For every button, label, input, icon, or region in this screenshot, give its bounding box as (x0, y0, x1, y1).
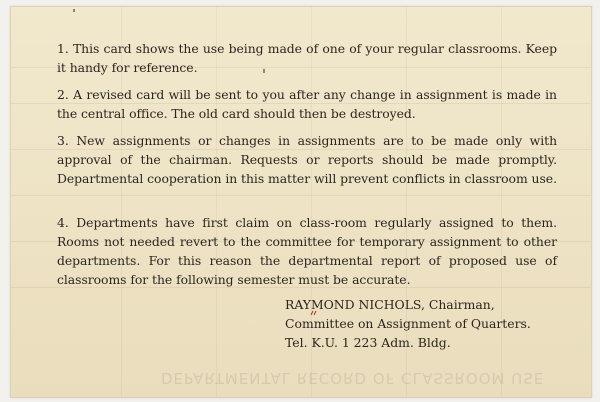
stray-tick-mark (73, 9, 75, 12)
instruction-paragraph-1: 1. This card shows the use being made of one of your regular classrooms. Keep it handy for reference. (57, 41, 557, 75)
instruction-paragraph-3: 3. New assignments or changes in assignments are to be made only with approval of the chairman. Requests or reports should be made promptly. Departmental cooperation in this matter will prevent conflicts in classroom use. (57, 133, 557, 186)
signature-address: Tel. K.U. 1 223 Adm. Bldg. (285, 335, 451, 350)
instruction-paragraph-2: 2. A revised card will be sent to you after any change in assignment is made in the central office. The old card should then be destroyed. (57, 87, 557, 121)
instruction-card (10, 6, 592, 398)
reverse-bleed-text: DEPARTMENTAL RECORD OF CLASSROOM USE (161, 369, 545, 387)
signature-name: RAYMOND NICHOLS, Chairman, (285, 297, 495, 312)
red-ink-mark (310, 310, 318, 316)
signature-committee: Committee on Assignment of Quarters. (285, 316, 531, 331)
instruction-paragraph-4: 4. Departments have first claim on class-room regularly assigned to them. Rooms not needed revert to the committee for temporary assignment to other departments. For this reason the departmental report of proposed use of classrooms for the following semester must be accurate. (57, 215, 557, 287)
stray-tick-mark (263, 69, 265, 73)
